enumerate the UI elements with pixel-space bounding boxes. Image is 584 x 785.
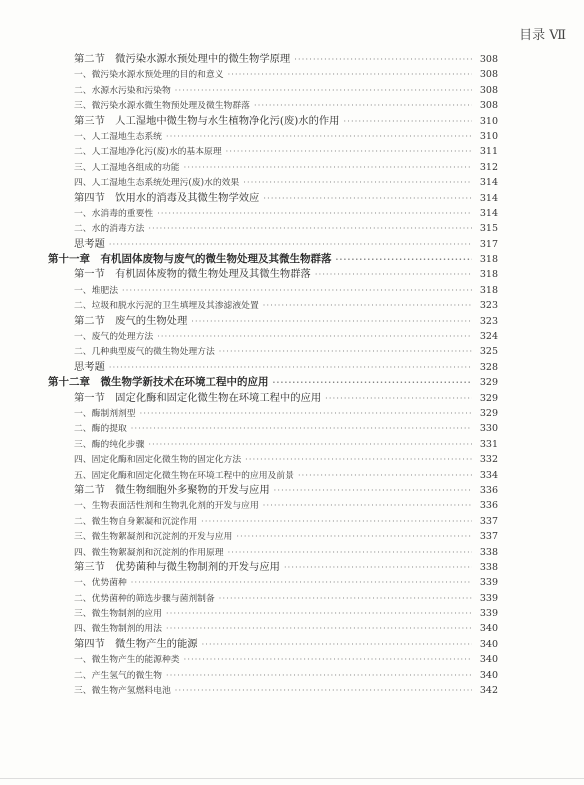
toc-entry-title: 第二节 微污染水源水预处理中的微生物学原理 bbox=[74, 53, 291, 65]
toc-entry-title: 第四节 微生物产生的能源 bbox=[74, 637, 198, 650]
toc-entry-page-number: 314 bbox=[479, 192, 498, 204]
toc-item-row bbox=[48, 652, 498, 667]
dot-leader bbox=[343, 114, 472, 129]
page-bottom-rule bbox=[0, 778, 584, 779]
toc-entry-page-number: 323 bbox=[479, 300, 498, 312]
dot-leader bbox=[166, 621, 472, 636]
toc-entry-title: 二、微生物自身絮凝和沉淀作用 bbox=[74, 516, 198, 527]
dot-leader bbox=[166, 129, 472, 144]
toc-entry-page-number: 329 bbox=[479, 407, 498, 419]
dot-leader bbox=[201, 514, 472, 529]
toc-section-row bbox=[48, 267, 498, 282]
toc-entry-title: 一、酶制剂剂型 bbox=[74, 408, 136, 419]
toc-entry-page-number: 310 bbox=[479, 115, 498, 127]
dot-leader bbox=[148, 437, 472, 452]
dot-leader bbox=[254, 98, 472, 113]
toc-entry-title: 二、水的消毒方法 bbox=[74, 224, 145, 235]
toc-item-row bbox=[48, 129, 498, 144]
toc-entry-page-number: 330 bbox=[479, 423, 498, 435]
toc-entry-page-number: 318 bbox=[479, 254, 498, 266]
toc-item-row bbox=[48, 98, 498, 113]
toc-item-row bbox=[48, 668, 498, 683]
toc-entry-page-number: 328 bbox=[479, 361, 498, 373]
toc-entry-title: 二、垃圾和脱水污泥的卫生填埋及其渗滤液处置 bbox=[74, 301, 259, 312]
dot-leader bbox=[219, 344, 472, 359]
table-of-contents bbox=[48, 52, 498, 698]
toc-item-row bbox=[48, 514, 498, 529]
toc-entry-title: 一、生物表面活性剂和生物乳化剂的开发与应用 bbox=[74, 501, 259, 512]
toc-item-row bbox=[48, 206, 498, 221]
toc-entry-title: 二、几种典型废气的微生物处理方法 bbox=[74, 347, 215, 358]
toc-entry-page-number: 337 bbox=[479, 531, 498, 543]
toc-entry-page-number: 323 bbox=[479, 315, 498, 327]
dot-leader bbox=[325, 391, 472, 406]
dot-leader bbox=[191, 314, 472, 329]
toc-think-row bbox=[48, 237, 498, 252]
toc-entry-page-number: 339 bbox=[479, 577, 498, 589]
toc-item-row bbox=[48, 406, 498, 421]
dot-leader bbox=[263, 498, 472, 513]
dot-leader bbox=[131, 575, 472, 590]
toc-section-row bbox=[48, 314, 498, 329]
toc-entry-page-number: 339 bbox=[479, 608, 498, 620]
dot-leader bbox=[263, 191, 472, 206]
toc-entry-page-number: 310 bbox=[479, 130, 498, 142]
dot-leader bbox=[166, 606, 472, 621]
page-header: 目录 Ⅶ bbox=[519, 28, 566, 43]
toc-section-row bbox=[48, 191, 498, 206]
toc-entry-page-number: 337 bbox=[479, 515, 498, 527]
toc-item-row bbox=[48, 545, 498, 560]
dot-leader bbox=[294, 52, 472, 67]
toc-entry-page-number: 331 bbox=[479, 438, 498, 450]
dot-leader bbox=[315, 267, 472, 282]
toc-entry-page-number: 317 bbox=[479, 238, 498, 250]
dot-leader bbox=[274, 483, 472, 498]
toc-entry-page-number: 334 bbox=[479, 469, 498, 481]
toc-entry-page-number: 308 bbox=[479, 54, 498, 65]
toc-item-row bbox=[48, 498, 498, 513]
toc-entry-title: 第一节 有机固体废物的微生物处理及其微生物群落 bbox=[74, 268, 311, 281]
toc-entry-page-number: 332 bbox=[479, 454, 498, 466]
toc-item-row bbox=[48, 67, 498, 82]
dot-leader bbox=[122, 283, 472, 298]
toc-entry-page-number: 308 bbox=[479, 100, 498, 112]
toc-entry-page-number: 339 bbox=[479, 592, 498, 604]
toc-item-row bbox=[48, 452, 498, 467]
dot-leader bbox=[243, 175, 472, 190]
toc-entry-page-number: 308 bbox=[479, 69, 498, 81]
toc-entry-page-number: 318 bbox=[479, 269, 498, 281]
toc-entry-title: 三、微生物制剂的应用 bbox=[74, 609, 162, 620]
toc-entry-page-number: 342 bbox=[479, 685, 498, 697]
dot-leader bbox=[236, 529, 472, 544]
toc-entry-title: 一、人工湿地生态系统 bbox=[74, 131, 162, 142]
toc-entry-page-number: 318 bbox=[479, 284, 498, 296]
toc-entry-title: 思考题 bbox=[74, 237, 105, 250]
toc-item-row bbox=[48, 144, 498, 159]
toc-entry-title: 四、人工湿地生态系统处理污(废)水的效果 bbox=[74, 178, 240, 189]
toc-entry-title: 第三节 人工湿地中微生物与水生植物净化污(废)水的作用 bbox=[74, 114, 340, 127]
toc-entry-title: 二、人工湿地净化污(废)水的基本原理 bbox=[74, 147, 222, 158]
dot-leader bbox=[245, 452, 472, 467]
toc-entry-title: 第一节 固定化酶和固定化微生物在环境工程中的应用 bbox=[74, 391, 322, 404]
toc-entry-page-number: 329 bbox=[479, 392, 498, 404]
dot-leader bbox=[157, 329, 472, 344]
toc-entry-page-number: 311 bbox=[479, 146, 498, 158]
toc-entry-title: 第二节 废气的生物处理 bbox=[74, 314, 188, 327]
toc-item-row bbox=[48, 329, 498, 344]
toc-entry-title: 四、微生物制剂的用法 bbox=[74, 624, 162, 635]
dot-leader bbox=[175, 683, 472, 698]
toc-section-row bbox=[48, 560, 498, 575]
dot-leader bbox=[202, 637, 472, 652]
dot-leader bbox=[226, 144, 472, 159]
toc-entry-page-number: 338 bbox=[479, 561, 498, 573]
dot-leader bbox=[109, 237, 472, 252]
toc-chapter-row bbox=[48, 252, 498, 267]
dot-leader bbox=[284, 560, 472, 575]
toc-entry-page-number: 314 bbox=[479, 177, 498, 189]
toc-entry-title: 第四节 饮用水的消毒及其微生物学效应 bbox=[74, 191, 260, 204]
toc-chapter-row bbox=[48, 375, 498, 390]
toc-item-row bbox=[48, 160, 498, 175]
toc-entry-title: 三、微生物产氢燃料电池 bbox=[74, 686, 171, 697]
toc-entry-page-number: 336 bbox=[479, 484, 498, 496]
dot-leader bbox=[131, 421, 472, 436]
toc-item-row bbox=[48, 421, 498, 436]
toc-entry-title: 四、固定化酶和固定化微生物的固定化方法 bbox=[74, 455, 242, 466]
toc-item-row bbox=[48, 591, 498, 606]
toc-item-row bbox=[48, 529, 498, 544]
dot-leader bbox=[336, 252, 473, 267]
toc-entry-title: 一、堆肥法 bbox=[74, 285, 118, 296]
toc-entry-page-number: 340 bbox=[479, 623, 498, 635]
toc-item-row bbox=[48, 221, 498, 236]
dot-leader bbox=[166, 668, 472, 683]
toc-entry-title: 第十一章 有机固体废物与废气的微生物处理及其微生物群落 bbox=[48, 253, 332, 266]
toc-entry-title: 五、固定化酶和固定化微生物在环境工程中的应用及前景 bbox=[74, 470, 294, 481]
toc-entry-page-number: 340 bbox=[479, 654, 498, 666]
toc-entry-title: 一、水消毒的重要性 bbox=[74, 208, 154, 219]
toc-item-row bbox=[48, 83, 498, 98]
dot-leader bbox=[175, 83, 472, 98]
toc-item-row bbox=[48, 683, 498, 698]
toc-section-row bbox=[48, 391, 498, 406]
dot-leader bbox=[184, 160, 472, 175]
toc-item-row bbox=[48, 437, 498, 452]
toc-entry-page-number: 314 bbox=[479, 207, 498, 219]
toc-entry-page-number: 340 bbox=[479, 669, 498, 681]
dot-leader bbox=[263, 298, 472, 313]
toc-entry-title: 三、微污染水源水微生物预处理及微生物群落 bbox=[74, 101, 250, 112]
toc-entry-title: 一、废气的处理方法 bbox=[74, 332, 154, 343]
toc-entry-page-number: 324 bbox=[479, 331, 498, 343]
toc-entry-page-number: 336 bbox=[479, 500, 498, 512]
dot-leader bbox=[157, 206, 472, 221]
toc-entry-title: 三、微生物絮凝剂和沉淀剂的开发与应用 bbox=[74, 532, 233, 543]
toc-item-row bbox=[48, 468, 498, 483]
dot-leader bbox=[228, 67, 472, 82]
toc-section-row bbox=[48, 637, 498, 652]
toc-entry-title: 二、优势菌种的筛选步骤与菌剂制备 bbox=[74, 593, 215, 604]
toc-entry-page-number: 338 bbox=[479, 546, 498, 558]
toc-item-row bbox=[48, 606, 498, 621]
toc-section-row bbox=[48, 114, 498, 129]
dot-leader bbox=[140, 406, 472, 421]
toc-think-row bbox=[48, 360, 498, 375]
toc-entry-title: 一、优势菌种 bbox=[74, 578, 127, 589]
dot-leader bbox=[228, 545, 472, 560]
toc-entry-title: 一、微生物产生的能源种类 bbox=[74, 655, 180, 666]
dot-leader bbox=[219, 591, 472, 606]
dot-leader bbox=[184, 652, 472, 667]
toc-entry-title: 第二节 微生物细胞外多聚物的开发与应用 bbox=[74, 483, 270, 496]
toc-item-row bbox=[48, 344, 498, 359]
dot-leader bbox=[273, 375, 473, 390]
toc-entry-page-number: 325 bbox=[479, 346, 498, 358]
toc-entry-title: 二、产生氢气的微生物 bbox=[74, 670, 162, 681]
toc-item-row bbox=[48, 621, 498, 636]
toc-entry-title: 第十二章 微生物学新技术在环境工程中的应用 bbox=[48, 376, 269, 389]
toc-entry-page-number: 340 bbox=[479, 638, 498, 650]
toc-entry-page-number: 312 bbox=[479, 161, 498, 173]
dot-leader bbox=[109, 360, 472, 375]
dot-leader bbox=[298, 468, 472, 483]
toc-entry-page-number: 315 bbox=[479, 223, 498, 235]
toc-section-row bbox=[48, 52, 498, 67]
toc-item-row bbox=[48, 175, 498, 190]
dot-leader bbox=[148, 221, 472, 236]
toc-entry-title: 思考题 bbox=[74, 360, 105, 373]
toc-item-row bbox=[48, 298, 498, 313]
toc-entry-title: 二、水源水污染和污染物 bbox=[74, 85, 171, 96]
toc-item-row bbox=[48, 283, 498, 298]
toc-section-row bbox=[48, 483, 498, 498]
toc-entry-page-number: 308 bbox=[479, 84, 498, 96]
toc-entry-title: 三、酶的纯化步骤 bbox=[74, 439, 145, 450]
toc-item-row bbox=[48, 575, 498, 590]
toc-entry-title: 三、人工湿地各组成的功能 bbox=[74, 162, 180, 173]
toc-entry-title: 四、微生物絮凝剂和沉淀剂的作用原理 bbox=[74, 547, 224, 558]
toc-entry-page-number: 329 bbox=[479, 377, 498, 389]
toc-entry-title: 二、酶的提取 bbox=[74, 424, 127, 435]
toc-entry-title: 一、微污染水源水预处理的目的和意义 bbox=[74, 70, 224, 81]
toc-entry-title: 第三节 优势菌种与微生物制剂的开发与应用 bbox=[74, 560, 280, 573]
